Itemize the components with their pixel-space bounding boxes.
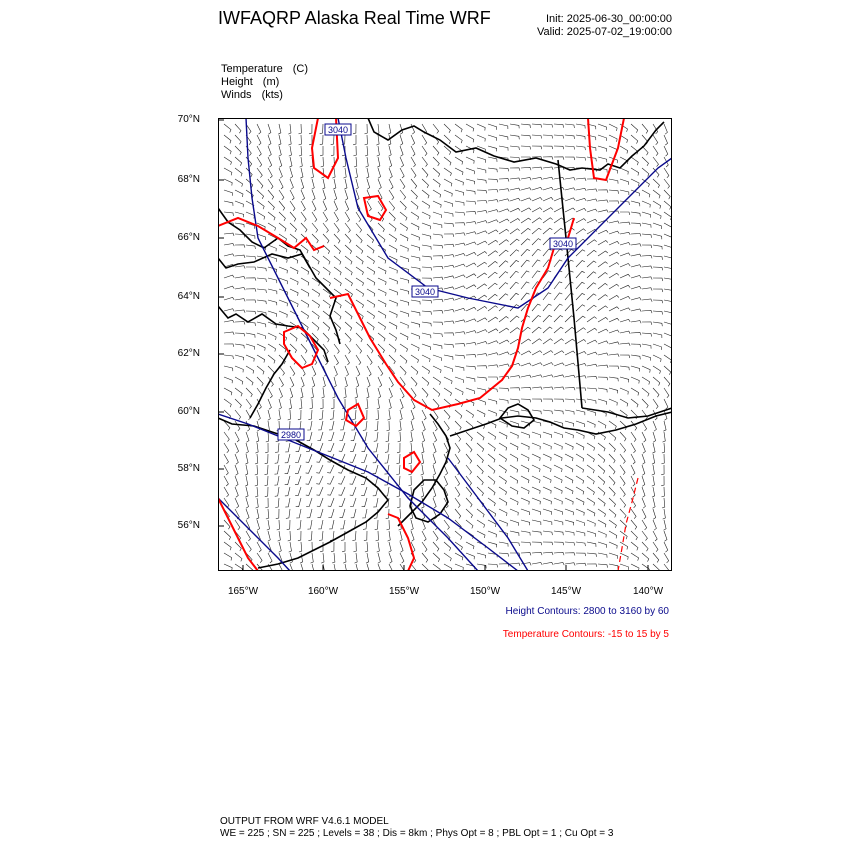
field-unit: (C) (292, 63, 309, 75)
lon-label: 165°W (227, 586, 259, 597)
lon-label: 140°W (632, 586, 664, 597)
field-unit: (m) (262, 76, 280, 88)
field-temperature (221, 63, 308, 76)
height-contour-label (550, 238, 576, 249)
height-contour-label (278, 429, 304, 440)
valid-time: Valid: 2025-07-02_19:00:00 (537, 26, 672, 38)
lat-label: 70°N (177, 114, 200, 125)
svg-text:2980: 2980 (280, 430, 302, 440)
forecast-map (218, 118, 672, 571)
lat-label: 64°N (177, 291, 200, 302)
model-footer (220, 816, 613, 840)
footer-settings: WE = 225 ; SN = 225 ; Levels = 38 ; Dis = 8km ; Phys Opt = 8 ; PBL Opt = 1 ; Cu Opt = 3 (220, 828, 614, 839)
lat-label: 56°N (177, 520, 200, 531)
lat-label: 68°N (177, 174, 200, 185)
lat-label: 62°N (177, 348, 200, 359)
field-name: Height (221, 76, 253, 88)
footer-model: OUTPUT FROM WRF V4.6.1 MODEL (220, 816, 389, 827)
map-title: IWFAQRP Alaska Real Time WRF (218, 8, 491, 28)
svg-text:3040: 3040 (414, 287, 436, 297)
field-winds (221, 89, 308, 102)
run-times (537, 13, 672, 39)
lon-label: 160°W (307, 586, 339, 597)
height-contour-label (325, 124, 351, 135)
lat-label: 66°N (177, 232, 200, 243)
lon-label: 155°W (388, 586, 420, 597)
map-background (218, 118, 672, 571)
lon-label: 145°W (550, 586, 582, 597)
lat-label: 60°N (177, 406, 200, 417)
lon-label: 150°W (469, 586, 501, 597)
svg-text:3040: 3040 (327, 125, 349, 135)
temperature-legend: Temperature Contours: -15 to 15 by 5 (502, 629, 669, 640)
field-height (221, 76, 308, 89)
lat-label: 58°N (177, 463, 200, 474)
height-contour-label (412, 286, 438, 297)
height-legend: Height Contours: 2800 to 3160 by 60 (505, 606, 669, 617)
field-name: Temperature (221, 63, 283, 75)
field-unit: (kts) (261, 89, 283, 101)
init-time: Init: 2025-06-30_00:00:00 (546, 13, 672, 25)
svg-text:3040: 3040 (552, 239, 574, 249)
field-list (221, 63, 308, 102)
field-name: Winds (221, 89, 252, 101)
